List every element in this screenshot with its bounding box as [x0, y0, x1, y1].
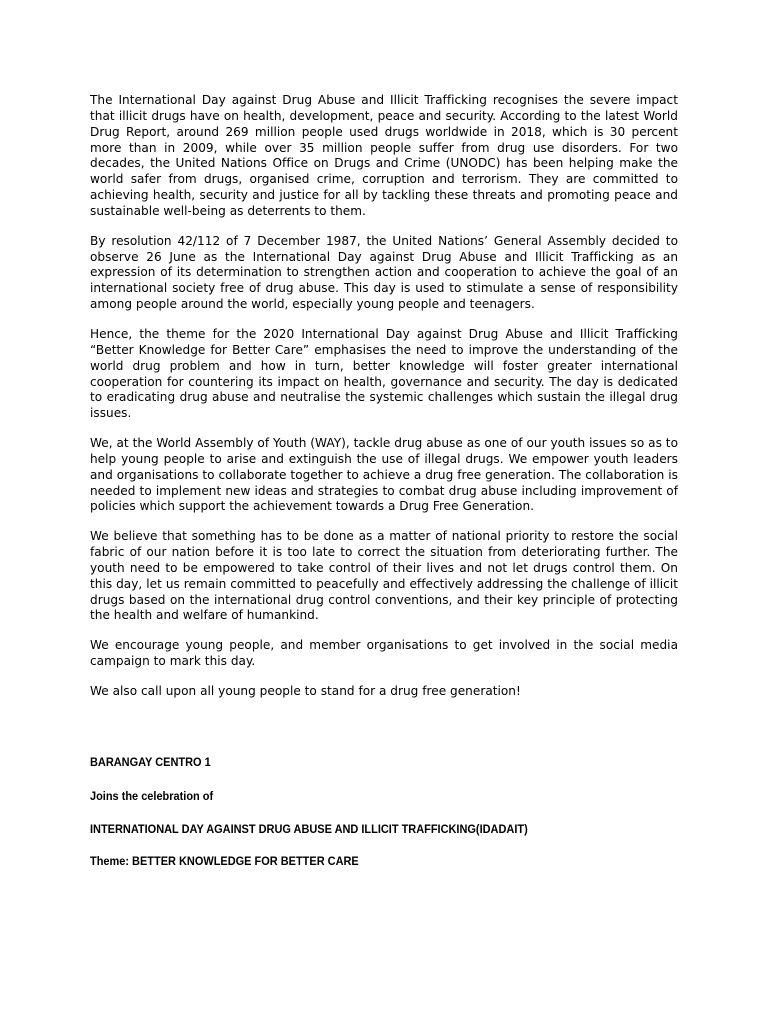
paragraph-call: We also call upon all young people to stand for a drug free generation! — [90, 684, 521, 698]
organization-heading: BARANGAY CENTRO 1 — [90, 755, 211, 769]
paragraph-way: We, at the World Assembly of Youth (WAY), tackle drug abuse as one of our youth issues so as to help young people to arise and extinguish the use of illegal drugs. We empower youth leaders and organisations to collaborate together to achieve a drug free generation. The collaboration is needed to implement new ideas and strategies to combat drug abuse including improvement of policies which support the achievement towards a Drug Free Generation. — [90, 436, 678, 514]
paragraph-priority: We believe that something has to be done as a matter of national priority to restore the social fabric of our nation before it is too late to correct the situation from deteriorating further. The youth need to be empowered to take control of their lives and not let drugs control them. On this day, let us remain committed to peacefully and effectively addressing the challenge of illicit drugs based on the international drug control conventions, and their key principle of protecting the health and welfare of humankind. — [90, 529, 678, 623]
theme-heading: Theme: BETTER KNOWLEDGE FOR BETTER CARE — [90, 854, 359, 868]
event-heading: INTERNATIONAL DAY AGAINST DRUG ABUSE AND ILLICIT TRAFFICKING(IDADAIT) — [90, 822, 528, 836]
document-body — [90, 93, 678, 700]
joins-heading: Joins the celebration of — [90, 789, 214, 803]
paragraph-theme: Hence, the theme for the 2020 International Day against Drug Abuse and Illicit Trafficking “Better Knowledge for Better Care” emphasises the need to improve the understanding of the world drug problem and how in turn, better knowledge will foster greater international cooperation for countering its impact on health, governance and security. The day is dedicated to eradicating drug abuse and neutralise the systemic challenges which sustain the illegal drug issues. — [90, 326, 678, 421]
paragraph-encourage: We encourage young people, and member organisations to get involved in the social media campaign to mark this day. — [90, 638, 678, 669]
paragraph-resolution: By resolution 42/112 of 7 December 1987, the United Nations’ General Assembly decided to observe 26 June as the International Day against Drug Abuse and Illicit Trafficking as an expression of its determination to strengthen action and cooperation to achieve the goal of an international society free of drug abuse. This day is used to stimulate a sense of responsibility among people around the world, especially young people and teenagers. — [90, 233, 678, 312]
paragraph-intro: The International Day against Drug Abuse and Illicit Trafficking recognises the severe impact that illicit drugs have on health, development, peace and security. According to the latest World Drug Report, around 269 million people used drugs worldwide in 2018, which is 30 percent more than in 2009, while over 35 million people suffer from drug use disorders. For two decades, the United Nations Office on Drugs and Crime (UNODC) has been helping make the world safer from drugs, organised crime, corruption and terrorism. They are committed to achieving health, security and justice for all by tackling these threats and promoting peace and sustainable well-being as deterrents to them. — [90, 93, 678, 218]
